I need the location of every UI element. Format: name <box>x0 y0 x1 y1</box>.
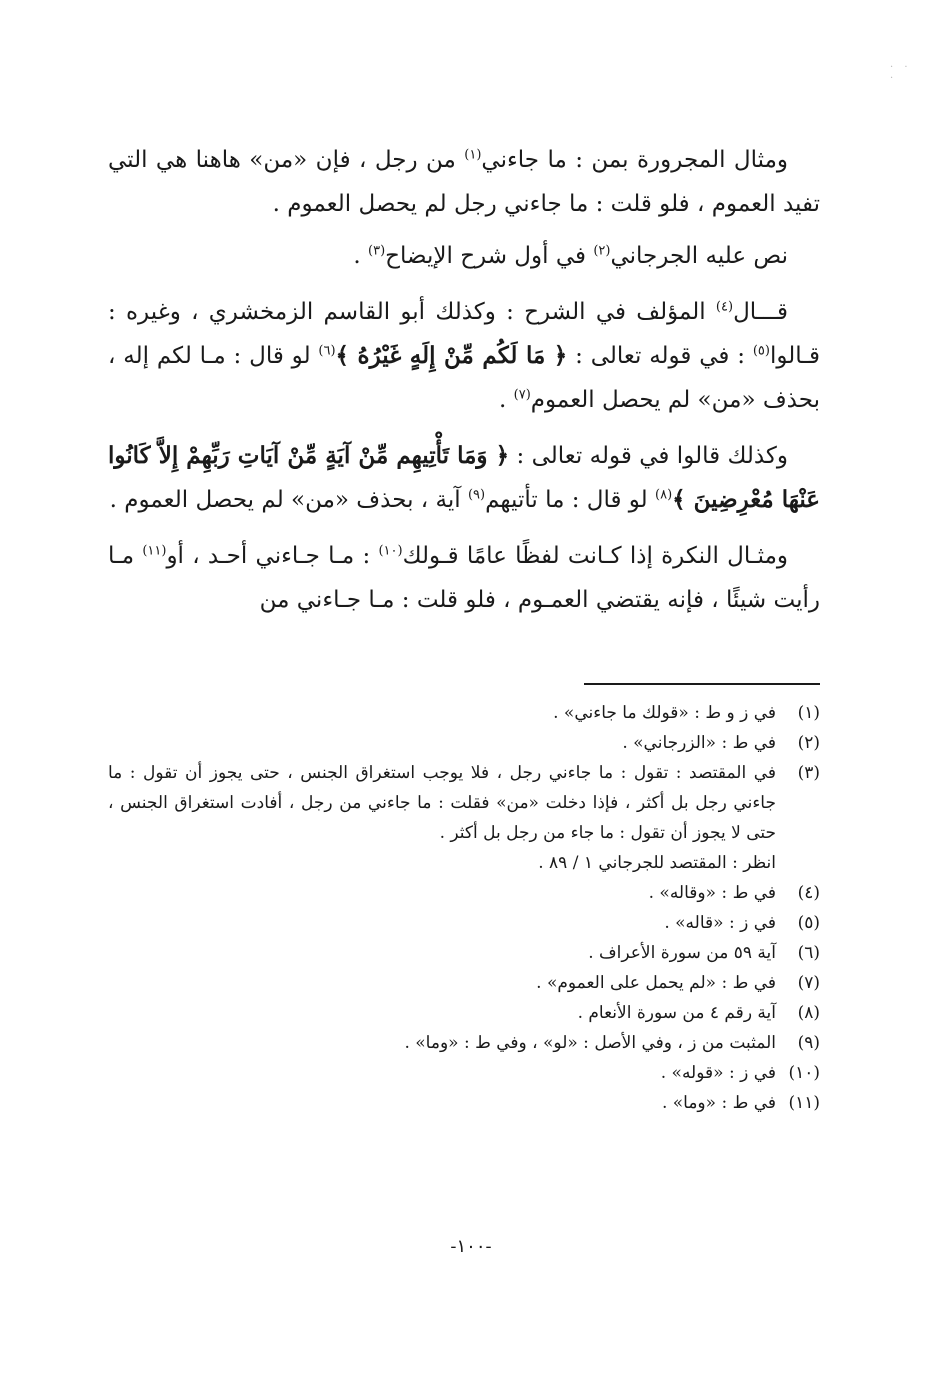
paragraph-text: مـا رأيت شيئًا ، فإنه يقتضي العمـوم ، فلو قلت : مـا جـاءني من <box>108 543 820 613</box>
footnote-item <box>108 698 820 728</box>
footnote-text: في ز : «قوله» . <box>660 1063 776 1083</box>
footnote-ref[interactable]: (١١) <box>142 543 167 559</box>
paragraph-text: المؤلف في الشرح : وكذلك أبو القاسم الزمخشري ، وغيره : قـالوا <box>108 299 820 369</box>
paragraph-text: : في قوله تعالى : <box>567 343 753 369</box>
paragraph-text: لو قال : مـا لكم إله ، بحذف «من» لم يحصل العموم <box>108 343 820 413</box>
paragraph-jurjani <box>108 234 820 278</box>
footnote-item <box>108 998 820 1028</box>
footnote-item <box>108 728 820 758</box>
footnote-number <box>776 848 820 878</box>
footnote-number: (١) <box>797 703 820 723</box>
footnote-ref[interactable]: (٨) <box>655 487 673 503</box>
footnote-item <box>108 1058 820 1088</box>
scan-mark: · · · <box>890 62 912 84</box>
paragraph-text: ومثال المجرورة بمن : ما جاءني <box>481 147 788 173</box>
footnote-item <box>108 878 820 908</box>
paragraph-text: لو قال : ما تأتيهم <box>485 487 655 513</box>
paragraph-majrur-example <box>108 138 820 226</box>
footnote-text: في ط : «لم يحمل على العموم» . <box>536 973 776 993</box>
footnote-ref[interactable]: (٥) <box>752 343 770 359</box>
footnote-ref[interactable]: (٢) <box>593 243 611 259</box>
paragraph-text: ومثـال النكرة إذا كـانت لفظًا عامًا قـولك <box>402 543 788 569</box>
footnote-number: (٥) <box>797 913 820 933</box>
footnote-ref[interactable]: (١) <box>464 147 482 163</box>
page-number: -١٠٠- <box>450 1236 492 1257</box>
paragraph-text: قـــال <box>733 299 788 325</box>
footnote-text: في المقتصد : تقول : ما جاءني رجل ، فلا يوجب استغراق الجنس ، حتى يجوز أن تقول : ما جاءني رجل بل أكثر ، فإذا دخلت «من» فقلت : ما جاءني من رجل ، أفادت استغراق الجنس ، حتى لا يجوز أن تقول : ما جاء من رجل بل أكثر . <box>108 763 776 843</box>
footnote-text: المثبت من ز ، وفي الأصل : «لو» ، وفي ط : «وما» . <box>404 1033 776 1053</box>
footnote-text: آية رقم ٤ من سورة الأنعام . <box>577 1003 776 1023</box>
footnote-ref[interactable]: (٣) <box>368 243 386 259</box>
footnote-text: في ط : «الزرجاني» . <box>622 733 776 753</box>
footnote-number: (٦) <box>797 943 820 963</box>
footnote-number: (٢) <box>797 733 820 753</box>
footnote-ref[interactable]: (٤) <box>715 299 734 315</box>
quran-verse: ﴿ مَا لَكُم مِّنْ إِلَهٍ غَيْرُهُ ﴾ <box>335 342 568 369</box>
paragraph-zamakhshari <box>108 290 820 422</box>
footnote-item <box>108 758 820 848</box>
footnote-number: (٤) <box>797 883 820 903</box>
paragraph-verse-example <box>108 434 820 522</box>
footnote-text: في ز : «قاله» . <box>664 913 776 933</box>
main-text <box>108 138 820 634</box>
footnote-ref[interactable]: (١٠) <box>378 543 403 559</box>
footnote-item <box>108 1088 820 1118</box>
paragraph-text: من رجل ، فإن «من» هاهنا هي التي تفيد العموم ، فلو قلت : ما جاءني رجل لم يحصل العموم . <box>108 147 820 217</box>
footnote-number: (١٠) <box>788 1063 820 1083</box>
footnote-divider <box>584 683 820 685</box>
paragraph-nakira-example <box>108 534 820 622</box>
paragraph-text: آية ، بحذف «من» لم يحصل العموم . <box>109 487 468 513</box>
footnote-text: انظر : المقتصد للجرجاني ١ / ٨٩ . <box>538 853 776 873</box>
footnote-item <box>108 848 820 878</box>
footnote-number: (٩) <box>797 1033 820 1053</box>
footnote-text: في ط : «وقاله» . <box>648 883 776 903</box>
footnote-item <box>108 968 820 998</box>
footnote-number: (١١) <box>788 1093 820 1113</box>
footnote-text: آية ٥٩ من سورة الأعراف . <box>588 943 776 963</box>
footnote-ref[interactable]: (٩) <box>467 487 486 503</box>
footnote-text: في ط : «وما» . <box>661 1093 776 1113</box>
footnote-ref[interactable]: (٧) <box>513 387 531 403</box>
footnote-ref[interactable]: (٦) <box>318 343 336 359</box>
paragraph-text: : مـا جـاءني أحـد ، أو <box>166 543 379 569</box>
quran-verse: ﴿ وَمَا تَأْتِيهِم مِّنْ آيَةٍ مِّنْ آيَاتِ رَبِّهِمْ إِلاَّ كَانُوا عَنْهَا مُعْرِضِينَ ﴾ <box>108 442 820 513</box>
footnote-item <box>108 1028 820 1058</box>
paragraph-text: . <box>499 387 514 413</box>
paragraph-text: في أول شرح الإيضاح <box>385 243 594 269</box>
paragraph-text: نص عليه الجرجاني <box>610 243 788 269</box>
footnote-item <box>108 908 820 938</box>
footnote-number: (٣) <box>797 763 820 783</box>
paragraph-text: . <box>353 243 369 269</box>
paragraph-text: وكذلك قالوا في قوله تعالى : <box>509 443 788 469</box>
footnote-number: (٧) <box>797 973 820 993</box>
footnote-item <box>108 938 820 968</box>
footnotes <box>108 698 820 1118</box>
footnote-number: (٨) <box>797 1003 820 1023</box>
footnote-text: في ز و ط : «قولك ما جاءني» . <box>553 703 776 723</box>
